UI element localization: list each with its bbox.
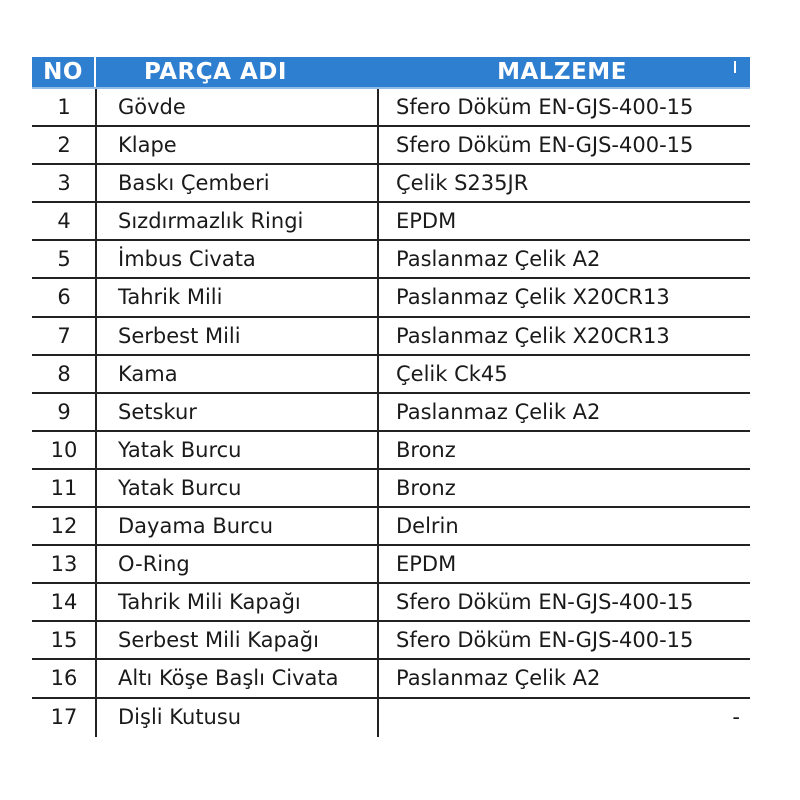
part-name: Kama — [118, 361, 178, 386]
part-name: Altı Köşe Başlı Civata — [118, 666, 339, 691]
table-body — [32, 89, 750, 737]
table-row — [32, 394, 750, 432]
table-row — [32, 241, 750, 279]
row-number: 17 — [50, 704, 78, 729]
part-material: EPDM — [396, 552, 457, 577]
table-row — [32, 470, 750, 508]
table-row — [32, 508, 750, 546]
part-material: EPDM — [396, 209, 457, 234]
row-number: 11 — [50, 475, 78, 500]
row-number: 2 — [57, 133, 71, 158]
part-material: Sfero Döküm EN-GJS-400-15 — [396, 628, 694, 653]
row-number: 15 — [50, 628, 78, 653]
table-row — [32, 660, 750, 698]
parts-table — [32, 57, 750, 737]
table-row — [32, 89, 750, 127]
part-material: Paslanmaz Çelik A2 — [396, 247, 601, 272]
part-material: Sfero Döküm EN-GJS-400-15 — [396, 95, 694, 119]
table-row — [32, 546, 750, 584]
part-name: Yatak Burcu — [118, 475, 242, 500]
table-row — [32, 699, 750, 737]
row-number: 6 — [57, 285, 71, 310]
part-name: Gövde — [118, 95, 186, 119]
table-row — [32, 279, 750, 317]
header-no: NO — [43, 59, 83, 85]
part-name: İmbus Civata — [118, 247, 256, 272]
part-material: Paslanmaz Çelik X20CR13 — [396, 285, 670, 310]
row-number: 4 — [57, 209, 71, 234]
header-divider — [94, 57, 96, 87]
part-material: Sfero Döküm EN-GJS-400-15 — [396, 133, 694, 158]
row-number: 14 — [50, 590, 78, 615]
row-number: 12 — [50, 514, 78, 539]
part-name: Yatak Burcu — [118, 437, 242, 462]
part-name: O-Ring — [118, 552, 190, 577]
part-name: Tahrik Mili — [118, 285, 223, 310]
row-number: 13 — [50, 552, 78, 577]
part-material: Paslanmaz Çelik A2 — [396, 399, 601, 424]
row-number: 10 — [50, 437, 78, 462]
header-part-name: PARÇA ADI — [144, 59, 287, 85]
row-number: 3 — [57, 171, 71, 196]
part-name: Dayama Burcu — [118, 514, 274, 539]
part-name: Serbest Mili Kapağı — [118, 628, 319, 653]
header-material: MALZEME — [497, 59, 627, 85]
part-material: Paslanmaz Çelik A2 — [396, 666, 601, 691]
row-number: 5 — [57, 247, 71, 272]
part-name: Dişli Kutusu — [118, 704, 242, 729]
part-name: Tahrik Mili Kapağı — [118, 590, 301, 615]
table-header — [32, 57, 750, 89]
part-material: Delrin — [396, 514, 459, 539]
header-tick-mark — [734, 61, 736, 73]
row-number: 7 — [57, 323, 71, 348]
row-number: 8 — [57, 361, 71, 386]
part-material: Çelik S235JR — [396, 171, 529, 196]
part-material: Çelik Ck45 — [396, 361, 508, 386]
part-material: Sfero Döküm EN-GJS-400-15 — [396, 590, 694, 615]
row-number: 16 — [50, 666, 78, 691]
table-row — [32, 165, 750, 203]
table-row — [32, 318, 750, 356]
part-material: - — [732, 704, 740, 729]
table-row — [32, 622, 750, 660]
table-row — [32, 432, 750, 470]
part-name: Sızdırmazlık Ringi — [118, 209, 304, 234]
part-material: Paslanmaz Çelik X20CR13 — [396, 323, 670, 348]
part-material: Bronz — [396, 475, 456, 500]
table-row — [32, 356, 750, 394]
row-number: 1 — [57, 95, 71, 119]
part-name: Klape — [118, 133, 177, 158]
table-row — [32, 127, 750, 165]
part-name: Setskur — [118, 399, 197, 424]
table-row — [32, 203, 750, 241]
row-number: 9 — [57, 399, 71, 424]
part-material: Bronz — [396, 437, 456, 462]
part-name: Serbest Mili — [118, 323, 241, 348]
part-name: Baskı Çemberi — [118, 171, 270, 196]
table-row — [32, 584, 750, 622]
